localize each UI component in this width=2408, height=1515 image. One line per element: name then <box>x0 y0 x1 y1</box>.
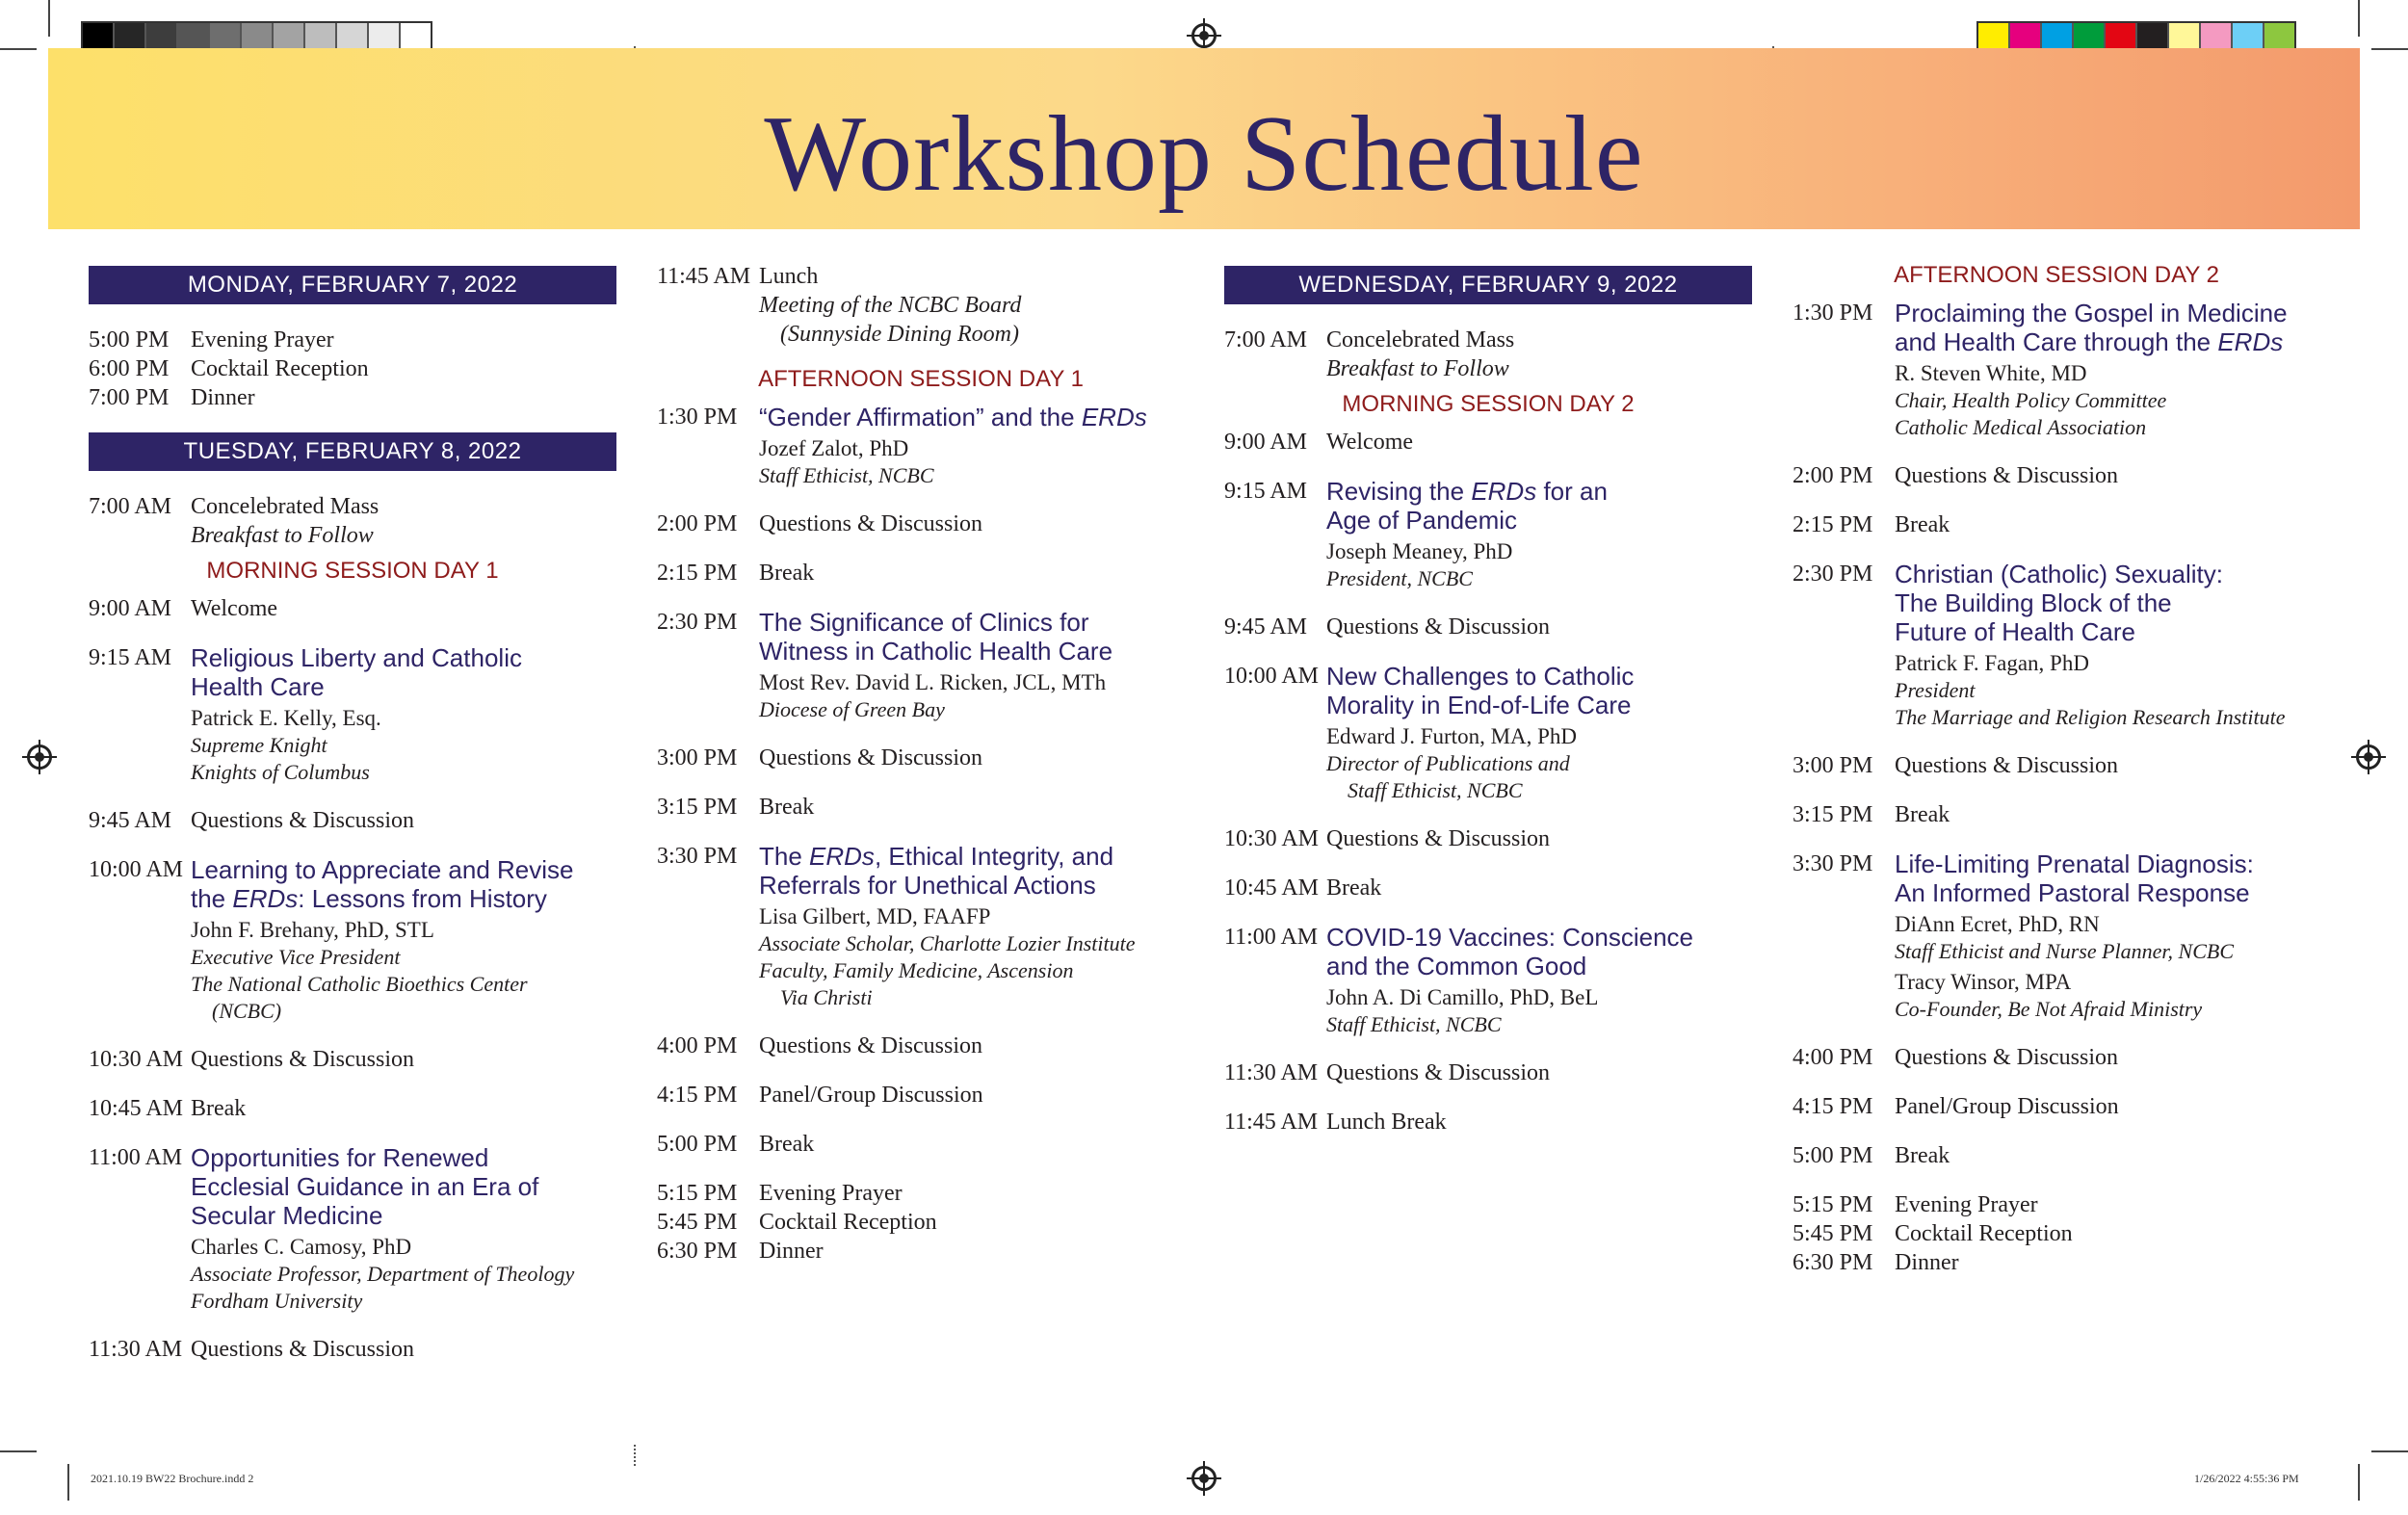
event: Questions & Discussion <box>1895 753 2119 778</box>
time: 6:30 PM <box>657 1239 738 1264</box>
crop-mark <box>0 48 37 50</box>
schedule-row <box>657 509 1196 538</box>
speaker-name: Edward J. Furton, MA, PhD <box>1326 724 1578 748</box>
time: 3:30 PM <box>657 844 738 869</box>
time: 5:00 PM <box>89 327 170 353</box>
registration-mark-icon <box>27 744 52 770</box>
time: 10:00 AM <box>1224 664 1320 689</box>
speaker-name: Charles C. Camosy, PhD <box>191 1235 412 1259</box>
speaker-affiliation: Staff Ethicist, NCBC <box>1326 1012 1502 1036</box>
schedule-row <box>1793 1141 2370 1170</box>
speaker-affiliation: Staff Ethicist and Nurse Planner, NCBC <box>1895 939 2235 963</box>
event: Questions & Discussion <box>191 808 415 833</box>
crop-mark <box>2358 0 2360 37</box>
schedule-row <box>1793 1248 2370 1277</box>
time: 2:30 PM <box>1793 562 1873 587</box>
talk-row <box>657 842 1196 1011</box>
event: Evening Prayer <box>759 1181 903 1206</box>
talk-row <box>89 855 628 1025</box>
talk-row <box>1224 662 1764 804</box>
timestamp-slug: 1/26/2022 4:55:36 PM <box>2194 1472 2299 1485</box>
talk-row <box>1793 299 2370 441</box>
speaker-name: Tracy Winsor, MPA <box>1895 970 2072 994</box>
schedule-row <box>1793 751 2370 780</box>
time: 3:15 PM <box>1793 802 1873 827</box>
schedule-row <box>1224 1058 1764 1087</box>
time: 5:00 PM <box>1793 1143 1873 1168</box>
event: Questions & Discussion <box>759 511 983 536</box>
time: 9:45 AM <box>89 808 172 833</box>
fold-mark <box>634 1445 636 1466</box>
time: 6:00 PM <box>89 356 170 381</box>
time: 10:45 AM <box>89 1096 184 1121</box>
schedule-row <box>657 1130 1196 1159</box>
event: Questions & Discussion <box>1326 826 1551 851</box>
time: 11:45 AM <box>657 264 751 289</box>
event: Welcome <box>191 596 278 621</box>
time: 4:15 PM <box>1793 1094 1873 1119</box>
event-note: Meeting of the NCBC Board <box>759 293 1022 318</box>
event: Break <box>759 1132 815 1157</box>
schedule-row <box>89 354 628 383</box>
speaker-affiliation: Executive Vice President The National Catholic Bioethics Center (NCBC) <box>191 945 528 1023</box>
schedule-row <box>1224 428 1764 457</box>
time: 10:00 AM <box>89 857 184 882</box>
time: 5:00 PM <box>657 1132 738 1157</box>
session-heading: MORNING SESSION DAY 1 <box>206 558 499 584</box>
time: 5:15 PM <box>1793 1192 1873 1217</box>
monday-items <box>89 326 628 412</box>
registration-mark-icon <box>1191 23 1217 48</box>
time: 2:15 PM <box>1793 512 1873 537</box>
event: Break <box>759 795 815 820</box>
event: Break <box>1895 1143 1950 1168</box>
page-title: Workshop Schedule <box>764 94 1644 214</box>
event: Welcome <box>1326 430 1414 455</box>
time: 9:00 AM <box>1224 430 1308 455</box>
talk-title: New Challenges to Catholic Morality in End-of-Life Care <box>1326 662 1635 719</box>
time: 11:45 AM <box>1224 1110 1319 1135</box>
talk-title: Life-Limiting Prenatal Diagnosis: An Informed Pastoral Response <box>1895 849 2254 907</box>
event: Questions & Discussion <box>1895 1045 2119 1070</box>
schedule-row <box>1793 461 2370 490</box>
crop-mark <box>48 0 50 37</box>
talk-row <box>1224 477 1764 592</box>
event: Dinner <box>1895 1250 1959 1275</box>
schedule-row <box>1793 1190 2370 1219</box>
time: 10:30 AM <box>89 1047 184 1072</box>
schedule-row <box>657 1179 1196 1208</box>
time: 7:00 AM <box>89 494 172 519</box>
event: Dinner <box>191 385 255 410</box>
talk-title: Christian (Catholic) Sexuality: The Building Block of the Future of Health Care <box>1895 560 2224 646</box>
talk-row <box>657 608 1196 723</box>
time: 4:00 PM <box>657 1033 738 1058</box>
schedule-row <box>1224 874 1764 902</box>
speaker-name: Lisa Gilbert, MD, FAAFP <box>759 904 991 928</box>
crop-mark <box>0 1450 37 1452</box>
schedule-row <box>1793 1043 2370 1072</box>
time: 1:30 PM <box>657 405 738 430</box>
time: 3:00 PM <box>1793 753 1873 778</box>
time: 9:15 AM <box>89 645 172 670</box>
speaker-name: John A. Di Camillo, PhD, BeL <box>1326 985 1599 1009</box>
speaker-affiliation: Associate Scholar, Charlotte Lozier Institute Faculty, Family Medicine, Ascension Via Christi <box>759 931 1136 1009</box>
schedule-row <box>657 1237 1196 1266</box>
event: Lunch <box>759 264 819 289</box>
speaker-affiliation: President The Marriage and Religion Research Institute <box>1895 678 2286 729</box>
schedule-row <box>89 594 628 623</box>
speaker-name: Joseph Meaney, PhD <box>1326 539 1513 563</box>
schedule-row <box>89 1045 628 1074</box>
crop-mark <box>2371 1450 2408 1452</box>
crop-mark <box>67 1464 69 1501</box>
column-monday-tuesday <box>89 260 628 1364</box>
time: 2:00 PM <box>657 511 738 536</box>
file-slug: 2021.10.19 BW22 Brochure.indd 2 <box>91 1472 254 1485</box>
event: Evening Prayer <box>1895 1192 2038 1217</box>
schedule-row <box>89 326 628 354</box>
schedule-row <box>89 492 628 550</box>
schedule-row <box>657 744 1196 772</box>
event-note: Breakfast to Follow <box>1326 356 1509 381</box>
talk-title: Opportunities for Renewed Ecclesial Guidance in an Era of Secular Medicine <box>191 1143 539 1230</box>
day-header-wednesday: WEDNESDAY, FEBRUARY 9, 2022 <box>1224 266 1752 304</box>
talk-title: Revising the ERDs for an Age of Pandemic <box>1326 477 1608 535</box>
talk-title: COVID-19 Vaccines: Conscience and the Common Good <box>1326 923 1694 980</box>
talk-row <box>657 403 1196 489</box>
event: Concelebrated Mass <box>191 494 380 519</box>
crop-mark <box>2358 1464 2360 1501</box>
talk-row <box>1793 560 2370 731</box>
event: Break <box>759 561 815 586</box>
schedule-row <box>89 383 628 412</box>
schedule-row <box>1793 1092 2370 1121</box>
time: 5:45 PM <box>657 1210 738 1235</box>
talk-row <box>1793 849 2370 1023</box>
talk-row <box>89 643 628 786</box>
event: Break <box>1326 875 1382 901</box>
time: 1:30 PM <box>1793 300 1873 326</box>
time: 11:30 AM <box>1224 1060 1319 1085</box>
speaker-name: R. Steven White, MD <box>1895 361 2087 385</box>
time: 4:00 PM <box>1793 1045 1873 1070</box>
schedule-row <box>657 559 1196 588</box>
time: 9:45 AM <box>1224 614 1308 640</box>
day-header-monday: MONDAY, FEBRUARY 7, 2022 <box>89 266 616 304</box>
schedule-row <box>89 1335 628 1364</box>
schedule-row <box>657 1208 1196 1237</box>
schedule-row <box>1224 613 1764 641</box>
time: 10:30 AM <box>1224 826 1320 851</box>
event: Cocktail Reception <box>191 356 369 381</box>
column-wednesday <box>1224 260 1764 1136</box>
schedule-row <box>657 1081 1196 1110</box>
time: 3:15 PM <box>657 795 738 820</box>
schedule-row <box>1224 824 1764 853</box>
speaker-affiliation: President, NCBC <box>1326 566 1473 590</box>
time: 4:15 PM <box>657 1083 738 1108</box>
schedule-row <box>657 793 1196 822</box>
speaker-name: Patrick E. Kelly, Esq. <box>191 706 381 730</box>
time: 5:45 PM <box>1793 1221 1873 1246</box>
day-header-tuesday: TUESDAY, FEBRUARY 8, 2022 <box>89 432 616 471</box>
event: Cocktail Reception <box>759 1210 937 1235</box>
speaker-affiliation: Associate Professor, Department of Theology Fordham University <box>191 1262 575 1313</box>
time: 7:00 AM <box>1224 327 1308 353</box>
event-note: (Sunnyside Dining Room) <box>780 322 1019 347</box>
event-note: Breakfast to Follow <box>191 523 374 548</box>
event: Questions & Discussion <box>759 745 983 771</box>
crop-mark <box>2371 48 2408 50</box>
speaker-name: Jozef Zalot, PhD <box>759 436 909 460</box>
event: Panel/Group Discussion <box>1895 1094 2119 1119</box>
session-heading: MORNING SESSION DAY 2 <box>1342 391 1635 417</box>
event: Concelebrated Mass <box>1326 327 1515 353</box>
column-tuesday-afternoon <box>657 262 1196 1266</box>
talk-title: The ERDs, Ethical Integrity, and Referrals for Unethical Actions <box>759 842 1114 900</box>
talk-title: The Significance of Clinics for Witness in Catholic Health Care <box>759 608 1113 666</box>
speaker-affiliation: Chair, Health Policy Committee Catholic Medical Association <box>1895 388 2167 439</box>
event: Evening Prayer <box>191 327 334 353</box>
schedule-row <box>1793 1219 2370 1248</box>
time: 11:00 AM <box>1224 925 1319 950</box>
time: 7:00 PM <box>89 385 170 410</box>
event: Questions & Discussion <box>1895 463 2119 488</box>
registration-mark-icon <box>1191 1466 1217 1491</box>
talk-row <box>89 1143 628 1315</box>
column-wednesday-afternoon <box>1793 260 2370 1277</box>
session-heading: AFTERNOON SESSION DAY 2 <box>1894 262 2219 288</box>
talk-row <box>1224 923 1764 1038</box>
talk-title: Learning to Appreciate and Revise the ERDs: Lessons from History <box>191 855 574 913</box>
time: 2:15 PM <box>657 561 738 586</box>
time: 2:30 PM <box>657 610 738 635</box>
time: 9:00 AM <box>89 596 172 621</box>
time: 2:00 PM <box>1793 463 1873 488</box>
event: Break <box>191 1096 247 1121</box>
speaker-affiliation: Co-Founder, Be Not Afraid Ministry <box>1895 997 2203 1021</box>
speaker-name: Most Rev. David L. Ricken, JCL, MTh <box>759 670 1107 694</box>
speaker-affiliation: Staff Ethicist, NCBC <box>759 463 934 487</box>
event: Questions & Discussion <box>1326 1060 1551 1085</box>
speaker-name: John F. Brehany, PhD, STL <box>191 918 434 942</box>
time: 3:00 PM <box>657 745 738 771</box>
event: Break <box>1895 512 1950 537</box>
schedule-row <box>89 1094 628 1123</box>
schedule-row <box>1224 326 1764 383</box>
schedule-row <box>657 262 1196 349</box>
speaker-name: DiAnn Ecret, PhD, RN <box>1895 912 2100 936</box>
event: Questions & Discussion <box>1326 614 1551 640</box>
talk-title: Religious Liberty and Catholic Health Care <box>191 643 522 701</box>
talk-title: Proclaiming the Gospel in Medicine and Health Care through the ERDs <box>1895 299 2288 356</box>
event: Questions & Discussion <box>191 1047 415 1072</box>
time: 11:30 AM <box>89 1337 183 1362</box>
session-heading: AFTERNOON SESSION DAY 1 <box>758 366 1084 392</box>
schedule-row <box>1793 800 2370 829</box>
talk-title: “Gender Affirmation” and the ERDs <box>759 403 1147 431</box>
event: Panel/Group Discussion <box>759 1083 983 1108</box>
time: 3:30 PM <box>1793 851 1873 876</box>
time: 11:00 AM <box>89 1145 183 1170</box>
time: 10:45 AM <box>1224 875 1320 901</box>
event: Dinner <box>759 1239 824 1264</box>
time: 6:30 PM <box>1793 1250 1873 1275</box>
event: Questions & Discussion <box>759 1033 983 1058</box>
speaker-affiliation: Director of Publications and Staff Ethicist, NCBC <box>1326 751 1570 802</box>
event: Cocktail Reception <box>1895 1221 2073 1246</box>
schedule-row <box>1793 510 2370 539</box>
speaker-name: Patrick F. Fagan, PhD <box>1895 651 2089 675</box>
schedule-row <box>1224 1108 1764 1136</box>
event: Questions & Discussion <box>191 1337 415 1362</box>
event: Break <box>1895 802 1950 827</box>
time: 9:15 AM <box>1224 479 1308 504</box>
speaker-affiliation: Diocese of Green Bay <box>759 697 945 721</box>
time: 5:15 PM <box>657 1181 738 1206</box>
schedule-row <box>657 1032 1196 1060</box>
event: Lunch Break <box>1326 1110 1447 1135</box>
speaker-affiliation: Supreme Knight Knights of Columbus <box>191 733 370 784</box>
title-banner <box>48 48 2360 229</box>
schedule-row <box>89 806 628 835</box>
